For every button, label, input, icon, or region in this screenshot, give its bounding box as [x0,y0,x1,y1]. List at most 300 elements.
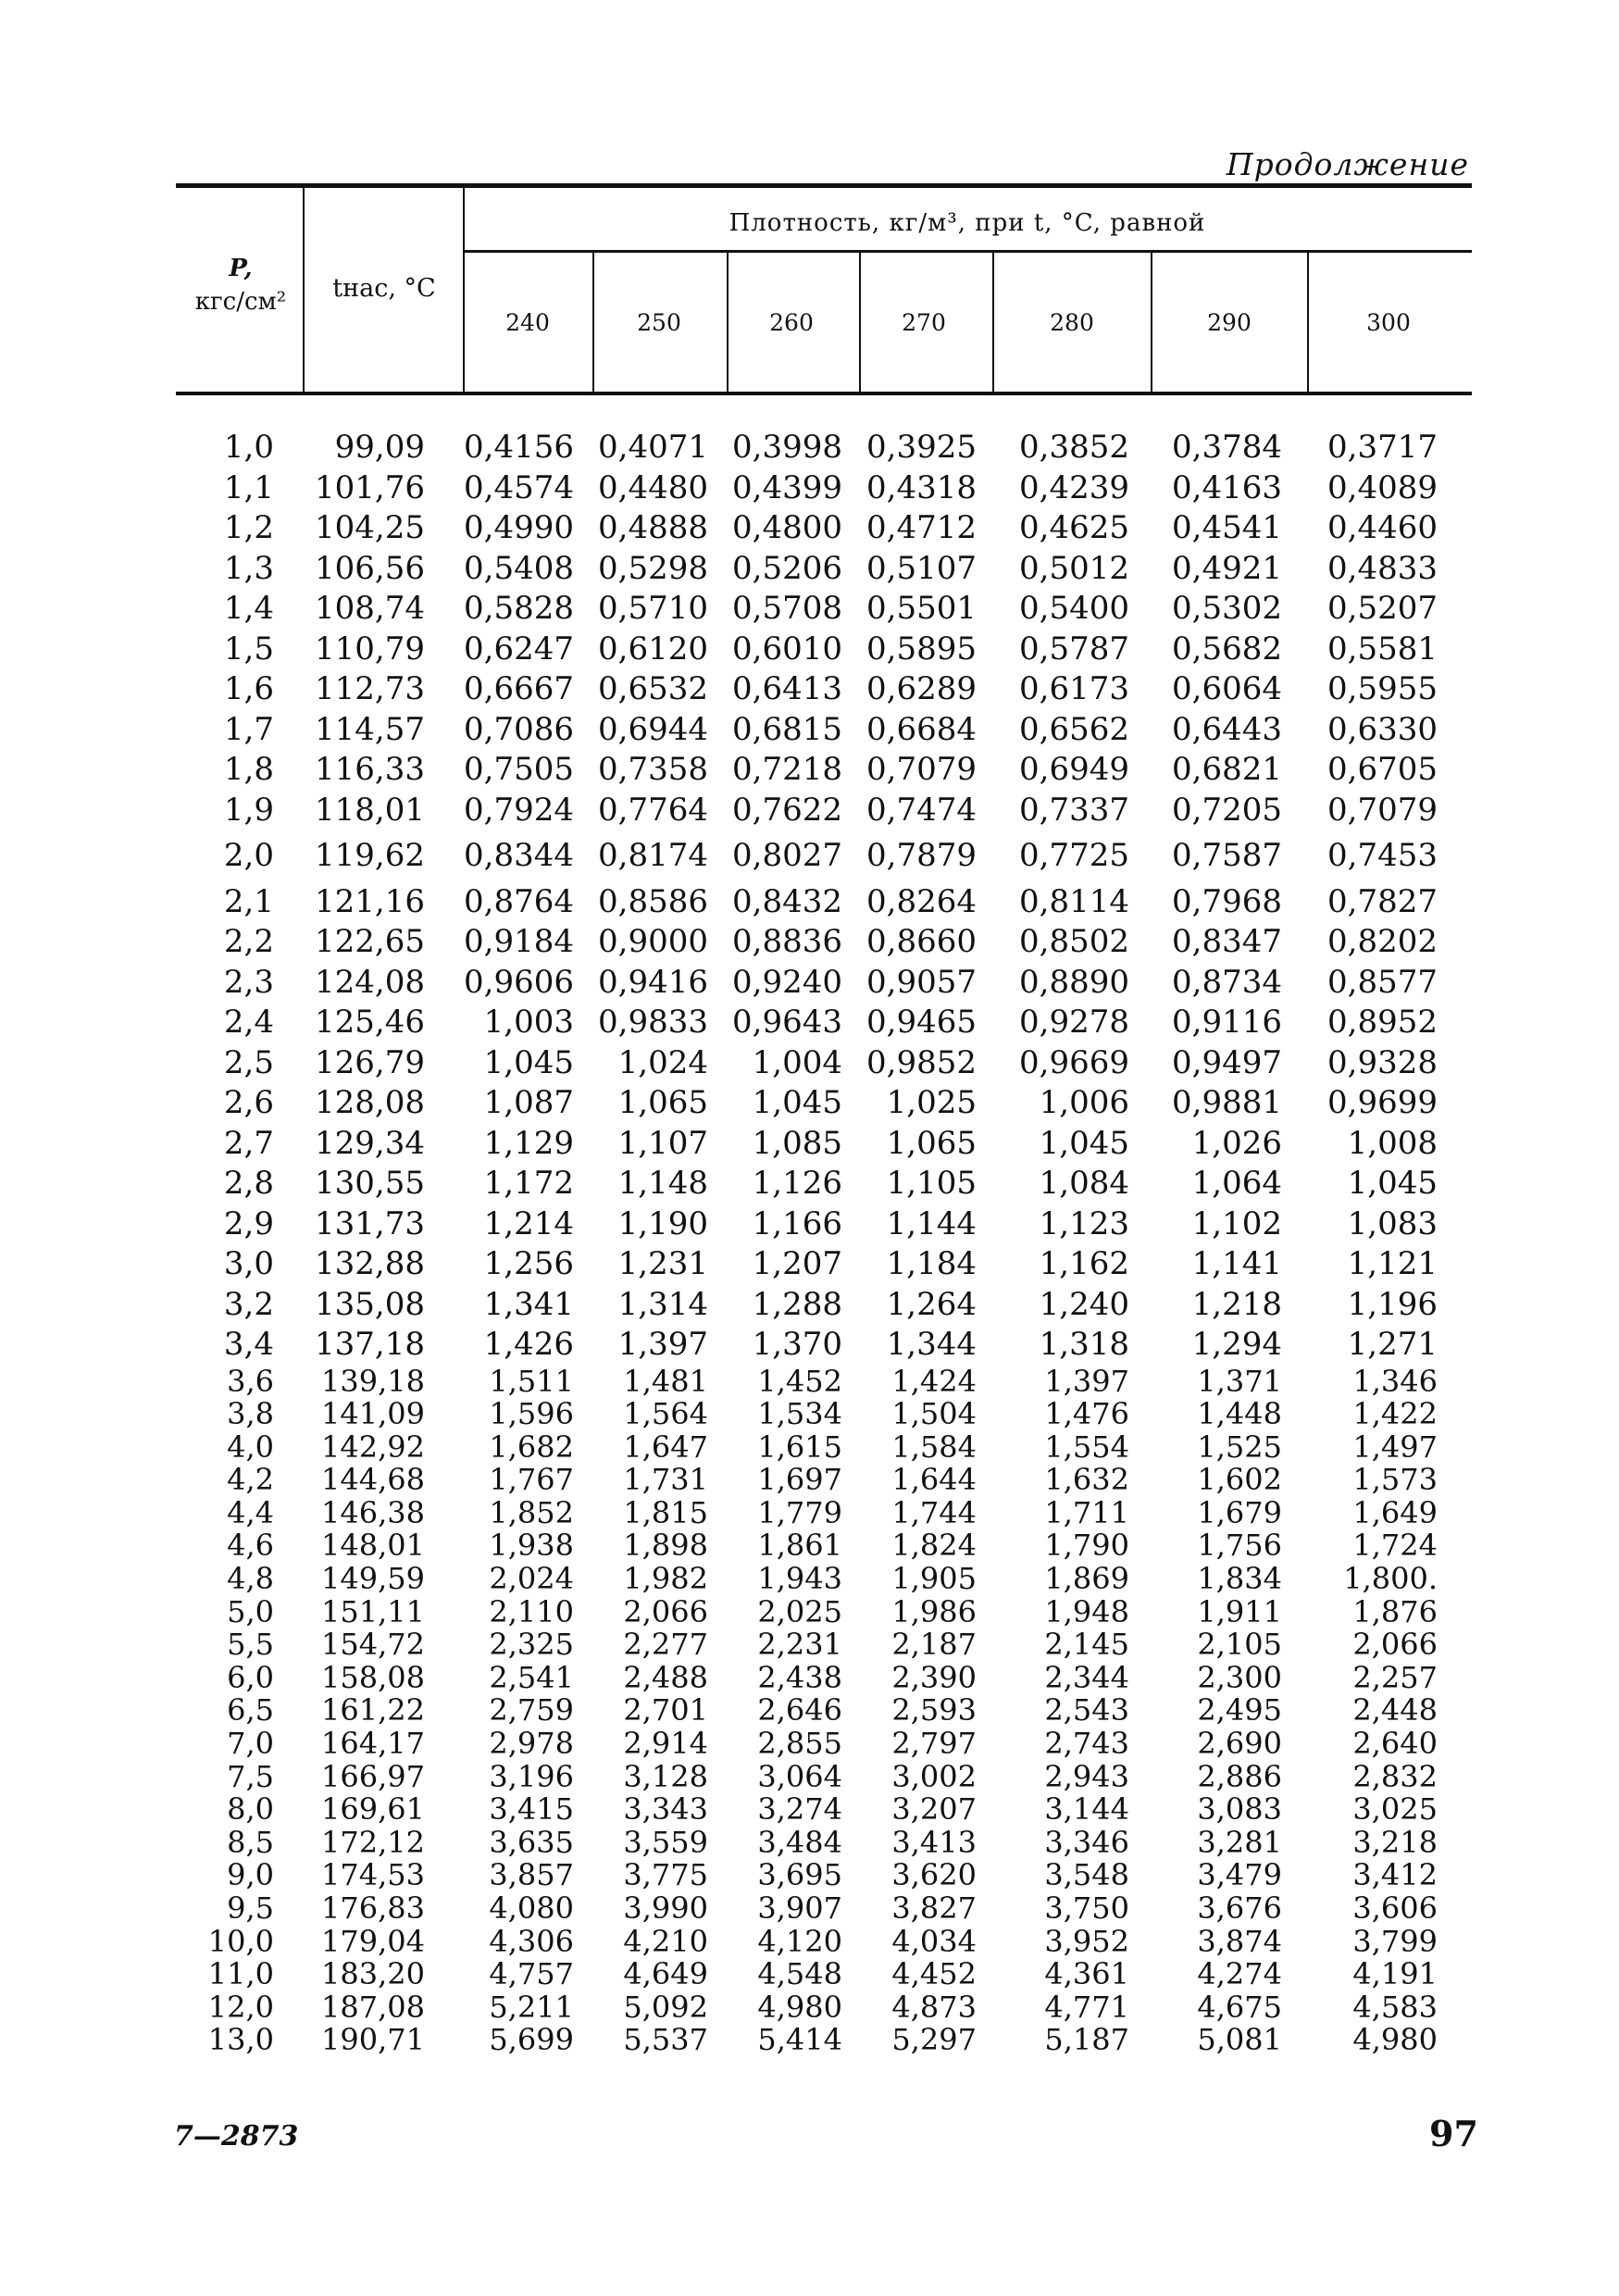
density-300-cell: 4,583 [1352,1989,1438,2025]
density-300-cell: 2,257 [1352,1659,1438,1695]
table-row [0,1728,1619,1761]
density-280-cell: 0,6562 [1019,710,1129,748]
table-row [0,750,1619,791]
page-number: 97 [1429,2113,1478,2154]
table-row [0,1325,1619,1366]
density-250-cell: 1,898 [623,1528,708,1564]
density-280-cell: 1,869 [1044,1561,1129,1597]
density-240-cell: 1,938 [489,1528,574,1564]
density-300-cell: 0,5207 [1327,590,1438,627]
density-300-cell: 3,799 [1352,1923,1438,1959]
saturation-temp-cell: 110,79 [315,630,425,668]
pressure-cell: 4,2 [227,1462,274,1498]
density-240-cell: 0,9606 [464,963,574,1001]
table-row [0,669,1619,710]
density-280-cell: 0,4625 [1019,509,1129,546]
density-300-cell: 0,7453 [1327,837,1438,874]
table-row [0,922,1619,963]
density-300-cell: 2,448 [1352,1692,1438,1728]
pressure-cell: 4,8 [227,1561,274,1597]
density-270-cell: 0,5501 [866,590,977,627]
saturation-temp-cell: 151,11 [321,1593,425,1629]
density-280-cell: 0,8114 [1019,882,1129,920]
density-300-cell: 1,724 [1352,1528,1438,1564]
table-row [0,1083,1619,1124]
density-270-cell: 1,344 [886,1326,977,1363]
temp-header-270: 270 [902,309,946,336]
density-270-cell: 0,8264 [866,882,977,920]
pressure-cell: 1,4 [223,590,274,627]
density-250-cell: 5,537 [623,2022,708,2058]
density-260-cell: 1,779 [757,1494,842,1530]
density-290-cell: 4,675 [1197,1989,1282,2025]
pressure-cell: 2,0 [223,837,274,874]
density-300-cell: 0,6705 [1327,751,1438,788]
density-300-cell: 0,9699 [1327,1084,1438,1121]
density-280-cell: 3,750 [1044,1890,1129,1926]
density-260-cell: 1,943 [757,1561,842,1597]
density-280-cell: 1,711 [1044,1494,1129,1530]
density-270-cell: 1,105 [886,1165,977,1202]
saturation-temp-cell: 139,18 [321,1363,425,1399]
density-260-cell: 0,5708 [732,590,842,627]
density-260-cell: 3,484 [757,1824,842,1860]
table-row [0,1892,1619,1926]
density-270-cell: 0,9465 [866,1004,977,1041]
pressure-cell: 5,0 [227,1593,274,1629]
saturation-temp-cell: 119,62 [315,837,425,874]
saturation-temp-cell: 108,74 [315,590,425,627]
pressure-cell: 10,0 [207,1923,274,1959]
density-280-cell: 2,344 [1044,1659,1129,1695]
table-row [0,2024,1619,2057]
density-270-cell: 3,002 [891,1758,977,1794]
temp-header-250: 250 [637,309,681,336]
table-row [0,1363,1619,1399]
density-260-cell: 1,452 [757,1363,842,1399]
density-300-cell: 0,8202 [1327,923,1438,960]
table-row [0,428,1619,468]
density-280-cell: 0,5012 [1019,549,1129,587]
density-290-cell: 0,7968 [1172,882,1282,920]
density-250-cell: 0,4888 [598,509,708,546]
table-row [0,508,1619,549]
density-260-cell: 0,5206 [732,549,842,587]
pressure-cell: 3,0 [223,1245,274,1282]
column-divider [303,188,305,392]
pressure-cell: 3,2 [223,1285,274,1323]
density-300-cell: 2,066 [1352,1627,1438,1663]
density-250-cell: 1,190 [617,1204,708,1242]
density-300-cell: 1,083 [1347,1204,1438,1242]
saturation-temp-cell: 135,08 [315,1285,425,1323]
table-row [0,1793,1619,1827]
density-240-cell: 1,426 [483,1326,574,1363]
density-240-cell: 0,4990 [464,509,574,546]
density-240-cell: 3,415 [489,1791,574,1828]
density-250-cell: 1,982 [623,1561,708,1597]
table-row [0,630,1619,670]
density-290-cell: 3,083 [1197,1791,1282,1828]
saturation-temp-cell: 179,04 [321,1923,425,1959]
density-250-cell: 1,731 [623,1462,708,1498]
density-240-cell: 0,8764 [464,882,574,920]
density-300-cell: 0,8952 [1327,1004,1438,1041]
density-280-cell: 0,8502 [1019,923,1129,960]
density-250-cell: 0,9833 [598,1004,708,1041]
density-250-cell: 0,6120 [598,630,708,668]
density-240-cell: 2,541 [489,1659,574,1695]
density-300-cell: 1,271 [1347,1326,1438,1363]
table-row [0,1628,1619,1662]
density-250-cell: 1,024 [617,1043,708,1081]
saturation-temp-cell: 164,17 [321,1726,425,1762]
density-250-cell: 3,990 [623,1890,708,1926]
density-260-cell: 0,6815 [732,710,842,748]
density-250-cell: 2,914 [623,1726,708,1762]
table-row [0,963,1619,1004]
density-300-cell: 1,876 [1352,1593,1438,1629]
pressure-cell: 5,5 [227,1627,274,1663]
density-270-cell: 4,452 [891,1956,977,1992]
saturation-temp-header: tнас, °C [332,274,436,303]
density-270-cell: 1,644 [891,1462,977,1498]
temp-header-280: 280 [1050,309,1094,336]
density-290-cell: 3,676 [1197,1890,1282,1926]
density-260-cell: 2,855 [757,1726,842,1762]
table-row [0,1464,1619,1497]
density-290-cell: 1,448 [1197,1396,1282,1432]
density-280-cell: 1,162 [1039,1245,1129,1282]
saturation-temp-cell: 148,01 [321,1528,425,1564]
density-250-cell: 1,397 [617,1326,708,1363]
density-290-cell: 5,081 [1197,2022,1282,2058]
density-240-cell: 0,6667 [464,670,574,707]
density-260-cell: 1,370 [752,1326,842,1363]
table-row [0,1285,1619,1326]
saturation-temp-cell: 183,20 [321,1956,425,1992]
density-270-cell: 2,187 [891,1627,977,1663]
pressure-cell: 7,5 [227,1758,274,1794]
density-270-cell: 0,9852 [866,1043,977,1081]
density-290-cell: 0,3784 [1172,429,1282,466]
pressure-cell: 1,7 [223,710,274,748]
density-270-cell: 0,7474 [866,791,977,829]
pressure-cell: 2,6 [223,1084,274,1121]
pressure-cell: 1,0 [223,429,274,466]
density-290-cell: 0,8347 [1172,923,1282,960]
density-250-cell: 0,6944 [598,710,708,748]
density-240-cell: 1,087 [483,1084,574,1121]
density-290-cell: 1,679 [1197,1494,1282,1530]
density-300-cell: 1,422 [1352,1396,1438,1432]
saturation-temp-cell: 146,38 [321,1494,425,1530]
density-270-cell: 0,5107 [866,549,977,587]
pressure-cell: 8,0 [227,1791,274,1828]
density-250-cell: 0,4071 [598,429,708,466]
density-290-cell: 0,5302 [1172,590,1282,627]
saturation-temp-cell: 187,08 [321,1989,425,2025]
density-270-cell: 5,297 [891,2022,977,2058]
density-240-cell: 1,596 [489,1396,574,1432]
saturation-temp-cell: 132,88 [315,1245,425,1282]
density-280-cell: 1,006 [1039,1084,1129,1121]
density-300-cell: 1,800. [1343,1561,1438,1597]
pressure-cell: 2,9 [223,1204,274,1242]
density-300-cell: 0,9328 [1327,1043,1438,1081]
subheader-rule [463,250,1472,253]
saturation-temp-cell: 121,16 [315,882,425,920]
column-divider [992,250,994,392]
density-270-cell: 1,584 [891,1429,977,1465]
density-280-cell: 2,743 [1044,1726,1129,1762]
density-270-cell: 1,504 [891,1396,977,1432]
density-290-cell: 1,371 [1197,1363,1282,1399]
density-240-cell: 1,852 [489,1494,574,1530]
density-260-cell: 0,6413 [732,670,842,707]
density-290-cell: 2,495 [1197,1692,1282,1728]
density-300-cell: 3,606 [1352,1890,1438,1926]
density-250-cell: 1,815 [623,1494,708,1530]
density-300-cell: 3,218 [1352,1824,1438,1860]
density-260-cell: 0,7622 [732,791,842,829]
density-260-cell: 0,9240 [732,963,842,1001]
density-290-cell: 0,4541 [1172,509,1282,546]
density-290-cell: 1,294 [1191,1326,1282,1363]
density-240-cell: 1,003 [483,1004,574,1041]
density-300-cell: 0,4833 [1327,549,1438,587]
density-260-cell: 4,980 [757,1989,842,2025]
density-240-cell: 0,5408 [464,549,574,587]
density-270-cell: 0,7079 [866,751,977,788]
density-300-cell: 1,497 [1352,1429,1438,1465]
pressure-cell: 9,5 [227,1890,274,1926]
column-divider [727,250,729,392]
density-300-cell: 2,832 [1352,1758,1438,1794]
density-280-cell: 2,543 [1044,1692,1129,1728]
table-row [0,1124,1619,1165]
pressure-cell: 6,5 [227,1692,274,1728]
density-260-cell: 1,207 [752,1245,842,1282]
density-290-cell: 3,874 [1197,1923,1282,1959]
saturation-temp-cell: 190,71 [321,2022,425,2058]
density-260-cell: 3,907 [757,1890,842,1926]
density-260-cell: 0,3998 [732,429,842,466]
density-240-cell: 1,214 [483,1204,574,1242]
table-row [0,1494,1619,1530]
saturation-temp-cell: 124,08 [315,963,425,1001]
density-280-cell: 0,3852 [1019,429,1129,466]
density-270-cell: 4,034 [891,1923,977,1959]
pressure-cell: 2,3 [223,963,274,1001]
density-250-cell: 1,647 [623,1429,708,1465]
density-290-cell: 0,7587 [1172,837,1282,874]
density-290-cell: 0,6821 [1172,751,1282,788]
saturation-temp-cell: 174,53 [321,1857,425,1893]
density-260-cell: 1,534 [757,1396,842,1432]
column-divider [859,250,861,392]
density-260-cell: 4,120 [757,1923,842,1959]
density-260-cell: 1,004 [752,1043,842,1081]
pressure-cell: 11,0 [207,1956,274,1992]
density-280-cell: 0,6173 [1019,670,1129,707]
density-250-cell: 1,065 [617,1084,708,1121]
temp-header-290: 290 [1207,309,1252,336]
density-250-cell: 2,488 [623,1659,708,1695]
table-row [0,549,1619,590]
saturation-temp-cell: 166,97 [321,1758,425,1794]
table-row [0,1204,1619,1245]
pressure-cell: 12,0 [207,1989,274,2025]
density-300-cell: 3,412 [1352,1857,1438,1893]
saturation-temp-cell: 130,55 [315,1165,425,1202]
saturation-temp-cell: 114,57 [315,710,425,748]
density-250-cell: 0,5298 [598,549,708,587]
density-300-cell: 0,6330 [1327,710,1438,748]
column-divider [1151,250,1152,392]
density-250-cell: 2,701 [623,1692,708,1728]
pressure-cell: 13,0 [207,2022,274,2058]
table-row [0,1529,1619,1563]
pressure-cell: 1,8 [223,751,274,788]
density-280-cell: 0,5400 [1019,590,1129,627]
density-260-cell: 2,438 [757,1659,842,1695]
density-290-cell: 0,9497 [1172,1043,1282,1081]
density-250-cell: 1,481 [623,1363,708,1399]
density-270-cell: 1,264 [886,1285,977,1323]
saturation-temp-cell: 172,12 [321,1824,425,1860]
density-250-cell: 3,559 [623,1824,708,1860]
density-290-cell: 1,064 [1191,1165,1282,1202]
density-260-cell: 0,4399 [732,468,842,506]
table-row [0,1593,1619,1629]
density-300-cell: 0,5955 [1327,670,1438,707]
saturation-temp-cell: 131,73 [315,1204,425,1242]
density-280-cell: 0,7725 [1019,837,1129,874]
table-row [0,1398,1619,1431]
density-290-cell: 0,6443 [1172,710,1282,748]
density-280-cell: 0,9278 [1019,1004,1129,1041]
saturation-temp-cell: 104,25 [315,509,425,546]
density-260-cell: 2,025 [757,1593,842,1629]
density-240-cell: 0,7924 [464,791,574,829]
pressure-cell: 2,4 [223,1004,274,1041]
density-250-cell: 0,6532 [598,670,708,707]
density-300-cell: 1,045 [1347,1165,1438,1202]
table-row [0,1244,1619,1285]
table-row [0,1991,1619,2025]
density-240-cell: 0,4574 [464,468,574,506]
density-280-cell: 1,948 [1044,1593,1129,1629]
saturation-temp-cell: 122,65 [315,923,425,960]
density-280-cell: 4,771 [1044,1989,1129,2025]
density-280-cell: 3,346 [1044,1824,1129,1860]
density-270-cell: 0,4712 [866,509,977,546]
density-280-cell: 2,145 [1044,1627,1129,1663]
pressure-header [185,252,296,318]
density-280-cell: 1,318 [1039,1326,1129,1363]
density-270-cell: 3,827 [891,1890,977,1926]
density-240-cell: 0,6247 [464,630,574,668]
pressure-cell: 7,0 [227,1726,274,1762]
density-240-cell: 1,767 [489,1462,574,1498]
density-290-cell: 2,300 [1197,1659,1282,1695]
density-280-cell: 2,943 [1044,1758,1129,1794]
density-260-cell: 0,8432 [732,882,842,920]
density-280-cell: 3,144 [1044,1791,1129,1828]
density-270-cell: 1,065 [886,1124,977,1162]
saturation-temp-cell: 141,09 [321,1396,425,1432]
density-280-cell: 1,240 [1039,1285,1129,1323]
pressure-cell: 3,6 [227,1363,274,1399]
density-250-cell: 0,8586 [598,882,708,920]
saturation-temp-cell: 112,73 [315,670,425,707]
saturation-temp-cell: 161,22 [321,1692,425,1728]
density-240-cell: 4,080 [489,1890,574,1926]
saturation-temp-cell: 129,34 [315,1124,425,1162]
density-240-cell: 1,045 [483,1043,574,1081]
density-290-cell: 2,690 [1197,1726,1282,1762]
density-260-cell: 2,231 [757,1627,842,1663]
density-270-cell: 2,593 [891,1692,977,1728]
density-250-cell: 3,775 [623,1857,708,1893]
density-270-cell: 0,4318 [866,468,977,506]
pressure-cell: 3,8 [227,1396,274,1432]
density-260-cell: 1,861 [757,1528,842,1564]
saturation-temp-cell: 142,92 [321,1429,425,1465]
density-280-cell: 1,632 [1044,1462,1129,1498]
density-280-cell: 0,9669 [1019,1043,1129,1081]
pressure-symbol: P, [229,255,253,282]
density-270-cell: 1,744 [891,1494,977,1530]
density-290-cell: 0,8734 [1172,963,1282,1001]
density-240-cell: 1,682 [489,1429,574,1465]
pressure-cell: 1,1 [223,468,274,506]
table-row [0,1859,1619,1892]
density-290-cell: 1,102 [1191,1204,1282,1242]
density-270-cell: 0,6684 [866,710,977,748]
density-260-cell: 2,646 [757,1692,842,1728]
density-250-cell: 1,107 [617,1124,708,1162]
density-270-cell: 4,873 [891,1989,977,2025]
density-260-cell: 1,166 [752,1204,842,1242]
density-280-cell: 1,397 [1044,1363,1129,1399]
density-300-cell: 0,8577 [1327,963,1438,1001]
pressure-cell: 2,8 [223,1165,274,1202]
density-270-cell: 0,3925 [866,429,977,466]
density-290-cell: 1,602 [1197,1462,1282,1498]
table-row [0,1694,1619,1728]
table-row [0,1003,1619,1043]
table-row [0,1923,1619,1959]
density-260-cell: 0,9643 [732,1004,842,1041]
density-300-cell: 0,5581 [1327,630,1438,668]
density-table-body [0,428,1619,2057]
pressure-cell: 9,0 [227,1857,274,1893]
density-280-cell: 0,5787 [1019,630,1129,668]
pressure-cell: 1,3 [223,549,274,587]
density-250-cell: 4,210 [623,1923,708,1959]
density-260-cell: 1,615 [757,1429,842,1465]
density-290-cell: 1,756 [1197,1528,1282,1564]
saturation-temp-cell: 144,68 [321,1462,425,1498]
table-row [0,1758,1619,1794]
table-row [0,882,1619,923]
density-300-cell: 0,3717 [1327,429,1438,466]
temp-header-260: 260 [769,309,814,336]
table-row [0,710,1619,751]
density-240-cell: 1,511 [489,1363,574,1399]
